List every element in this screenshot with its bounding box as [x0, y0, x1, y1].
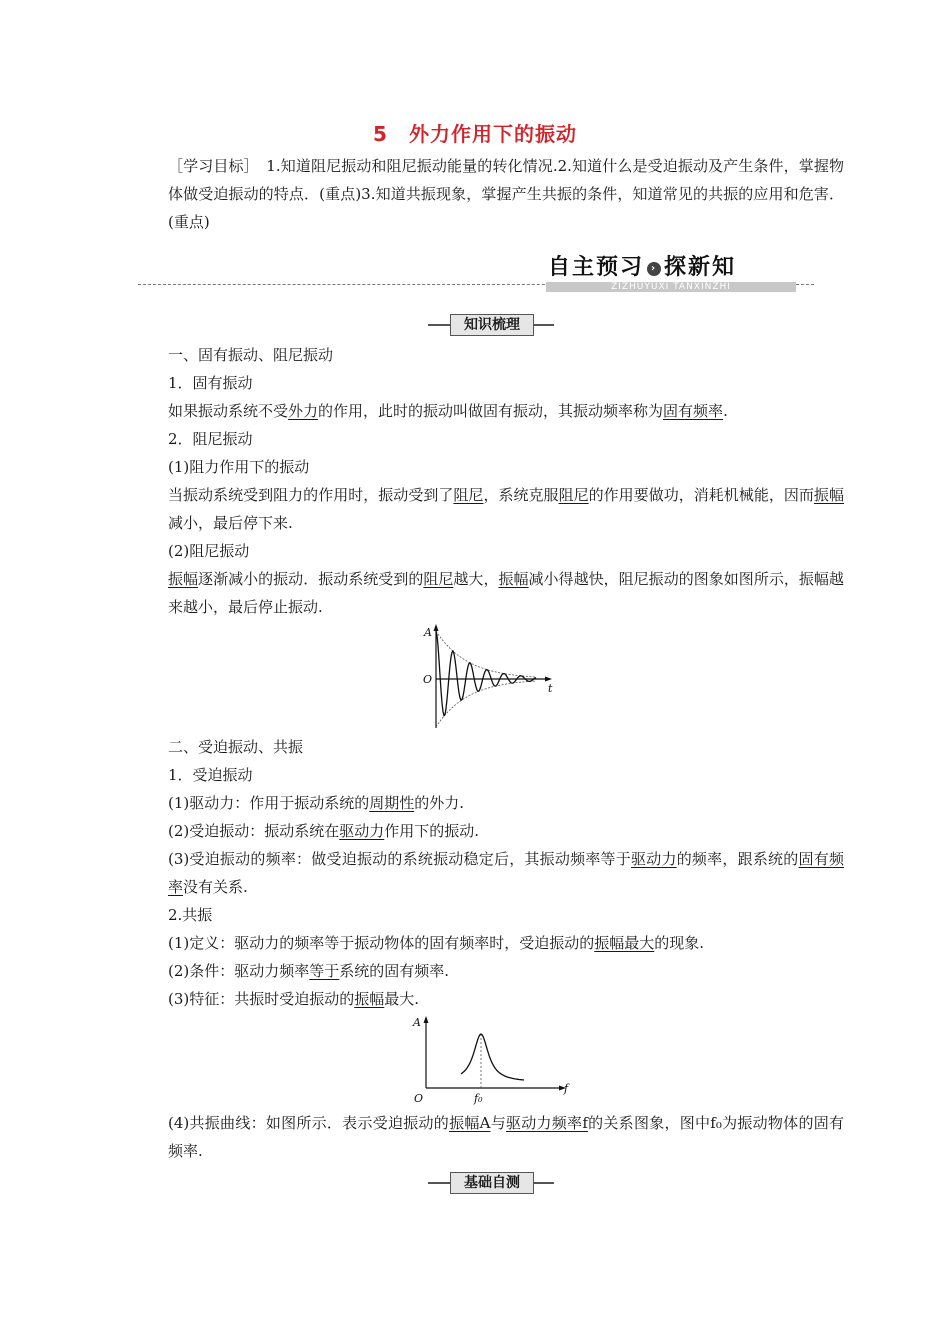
blank-amplitude-a: 振幅A: [449, 1114, 491, 1132]
blank-driving-force-1: 驱动力: [339, 822, 385, 840]
item-forced-frequency: (3)受迫振动的频率：做受迫振动的系统振动稳定后，其振动频率等于驱动力的频率，跟系统的固有频率没有关系.: [168, 850, 844, 896]
subheading-forced-vibration: 1．受迫振动: [168, 766, 253, 784]
tag-rule-right: [534, 1182, 554, 1184]
blank-damping-2: 阻尼: [558, 486, 589, 504]
resonance-curve-figure: [406, 1012, 582, 1106]
tag-rule-right: [534, 324, 554, 326]
item-driving-force: (1)驱动力：作用于振动系统的周期性的外力.: [168, 794, 465, 812]
y-axis-arrow: [434, 624, 439, 631]
origin-label: O: [414, 1092, 424, 1105]
section-banner: [138, 246, 814, 294]
blank-driving-force-2: 驱动力: [631, 850, 677, 868]
section-tag-label: 知识梳理: [450, 314, 534, 336]
blank-amplitude-3: 振幅: [498, 570, 529, 588]
f0-label: f₀: [474, 1092, 483, 1105]
banner-title-left: 自主预习: [548, 255, 645, 280]
item-forced-vibration: (2)受迫振动：振动系统在驱动力作用下的振动.: [168, 822, 480, 840]
banner-subtitle: ZIZHUYUXI TANXINZHI: [546, 282, 796, 292]
origin-label: O: [423, 673, 433, 686]
blank-equal: 等于: [309, 962, 340, 980]
paragraph-resistance: 当振动系统受到阻力的作用时，振动受到了阻尼，系统克服阻尼的作用要做功，消耗机械能，因而振幅减小，最后停下来.: [168, 486, 844, 532]
y-axis-label: A: [413, 1016, 421, 1029]
blank-natural-frequency: 固有频率: [663, 402, 724, 420]
tag-rule-left: [428, 1182, 450, 1184]
paragraph-natural-vibration: 如果振动系统不受外力的作用，此时的振动叫做固有振动，其振动频率称为固有频率.: [168, 402, 728, 420]
blank-natural-frequency-2: 固有频率: [168, 850, 844, 896]
subheading-natural-vibration: 1．固有振动: [168, 374, 253, 392]
item-damped-vibration: (2)阻尼振动: [168, 542, 250, 560]
blank-damping-3: 阻尼: [423, 570, 454, 588]
envelope-lower: [436, 681, 536, 727]
x-axis-label: f: [564, 1082, 569, 1095]
blank-driving-frequency: 驱动力频率f: [505, 1114, 588, 1132]
y-axis-arrow: [424, 1016, 429, 1023]
item-resonance-condition: (2)条件：驱动力频率等于系统的固有频率.: [168, 962, 450, 980]
item-resonance-curve: (4)共振曲线：如图所示．表示受迫振动的振幅A与驱动力频率f的关系图象，图中f₀为振动物体的固有频率.: [168, 1114, 844, 1160]
section-tag-label: 基础自测: [450, 1172, 534, 1194]
item-resonance-definition: (1)定义：驱动力的频率等于振动物体的固有频率时，受迫振动的振幅最大的现象.: [168, 934, 705, 952]
blank-max-amplitude: 振幅最大: [594, 934, 655, 952]
blank-damping-1: 阻尼: [453, 486, 484, 504]
damped-vibration-figure: [418, 622, 558, 734]
subheading-resonance: 2.共振: [168, 906, 213, 924]
learning-goals: ［学习目标］ 1.知道阻尼振动和阻尼振动能量的转化情况.2.知道什么是受迫振动及产生条件，掌握物体做受迫振动的特点．(重点)3.知道共振现象，掌握产生共振的条件，知道常见的共振的应用和危害．(重点): [168, 157, 844, 231]
subheading-damped-vibration: 2．阻尼振动: [168, 430, 253, 448]
section-tag-knowledge: [428, 314, 554, 336]
banner-title: [548, 250, 736, 281]
blank-amplitude-1: 振幅: [813, 486, 844, 504]
blank-amplitude-2: 振幅: [168, 570, 199, 588]
x-axis-arrow: [545, 677, 552, 682]
paragraph-damped: 振幅逐渐减小的振动．振动系统受到的阻尼越大，振幅减小得越快，阻尼振动的图象如图所示，振幅越来越小，最后停止振动.: [168, 570, 844, 616]
blank-external-force: 外力: [288, 402, 319, 420]
heading-natural-damped: 一、固有振动、阻尼振动: [168, 346, 334, 364]
resonance-curve: [461, 1034, 524, 1080]
blank-amplitude-4: 振幅: [354, 990, 385, 1008]
item-resistance-vibration: (1)阻力作用下的振动: [168, 458, 310, 476]
chevron-right-icon: ›: [647, 262, 661, 276]
damped-wave-curve: [436, 631, 536, 716]
heading-forced-resonance: 二、受迫振动、共振: [168, 738, 304, 756]
banner-title-right: 探新知: [664, 255, 737, 280]
blank-periodic: 周期性: [369, 794, 415, 812]
tag-rule-left: [428, 324, 450, 326]
item-resonance-feature: (3)特征：共振时受迫振动的振幅最大.: [168, 990, 420, 1008]
page-title: 5 外力作用下的振动: [373, 122, 577, 146]
x-axis-label: t: [548, 682, 553, 695]
y-axis-label: A: [424, 626, 432, 639]
section-tag-self-test: [428, 1172, 554, 1194]
